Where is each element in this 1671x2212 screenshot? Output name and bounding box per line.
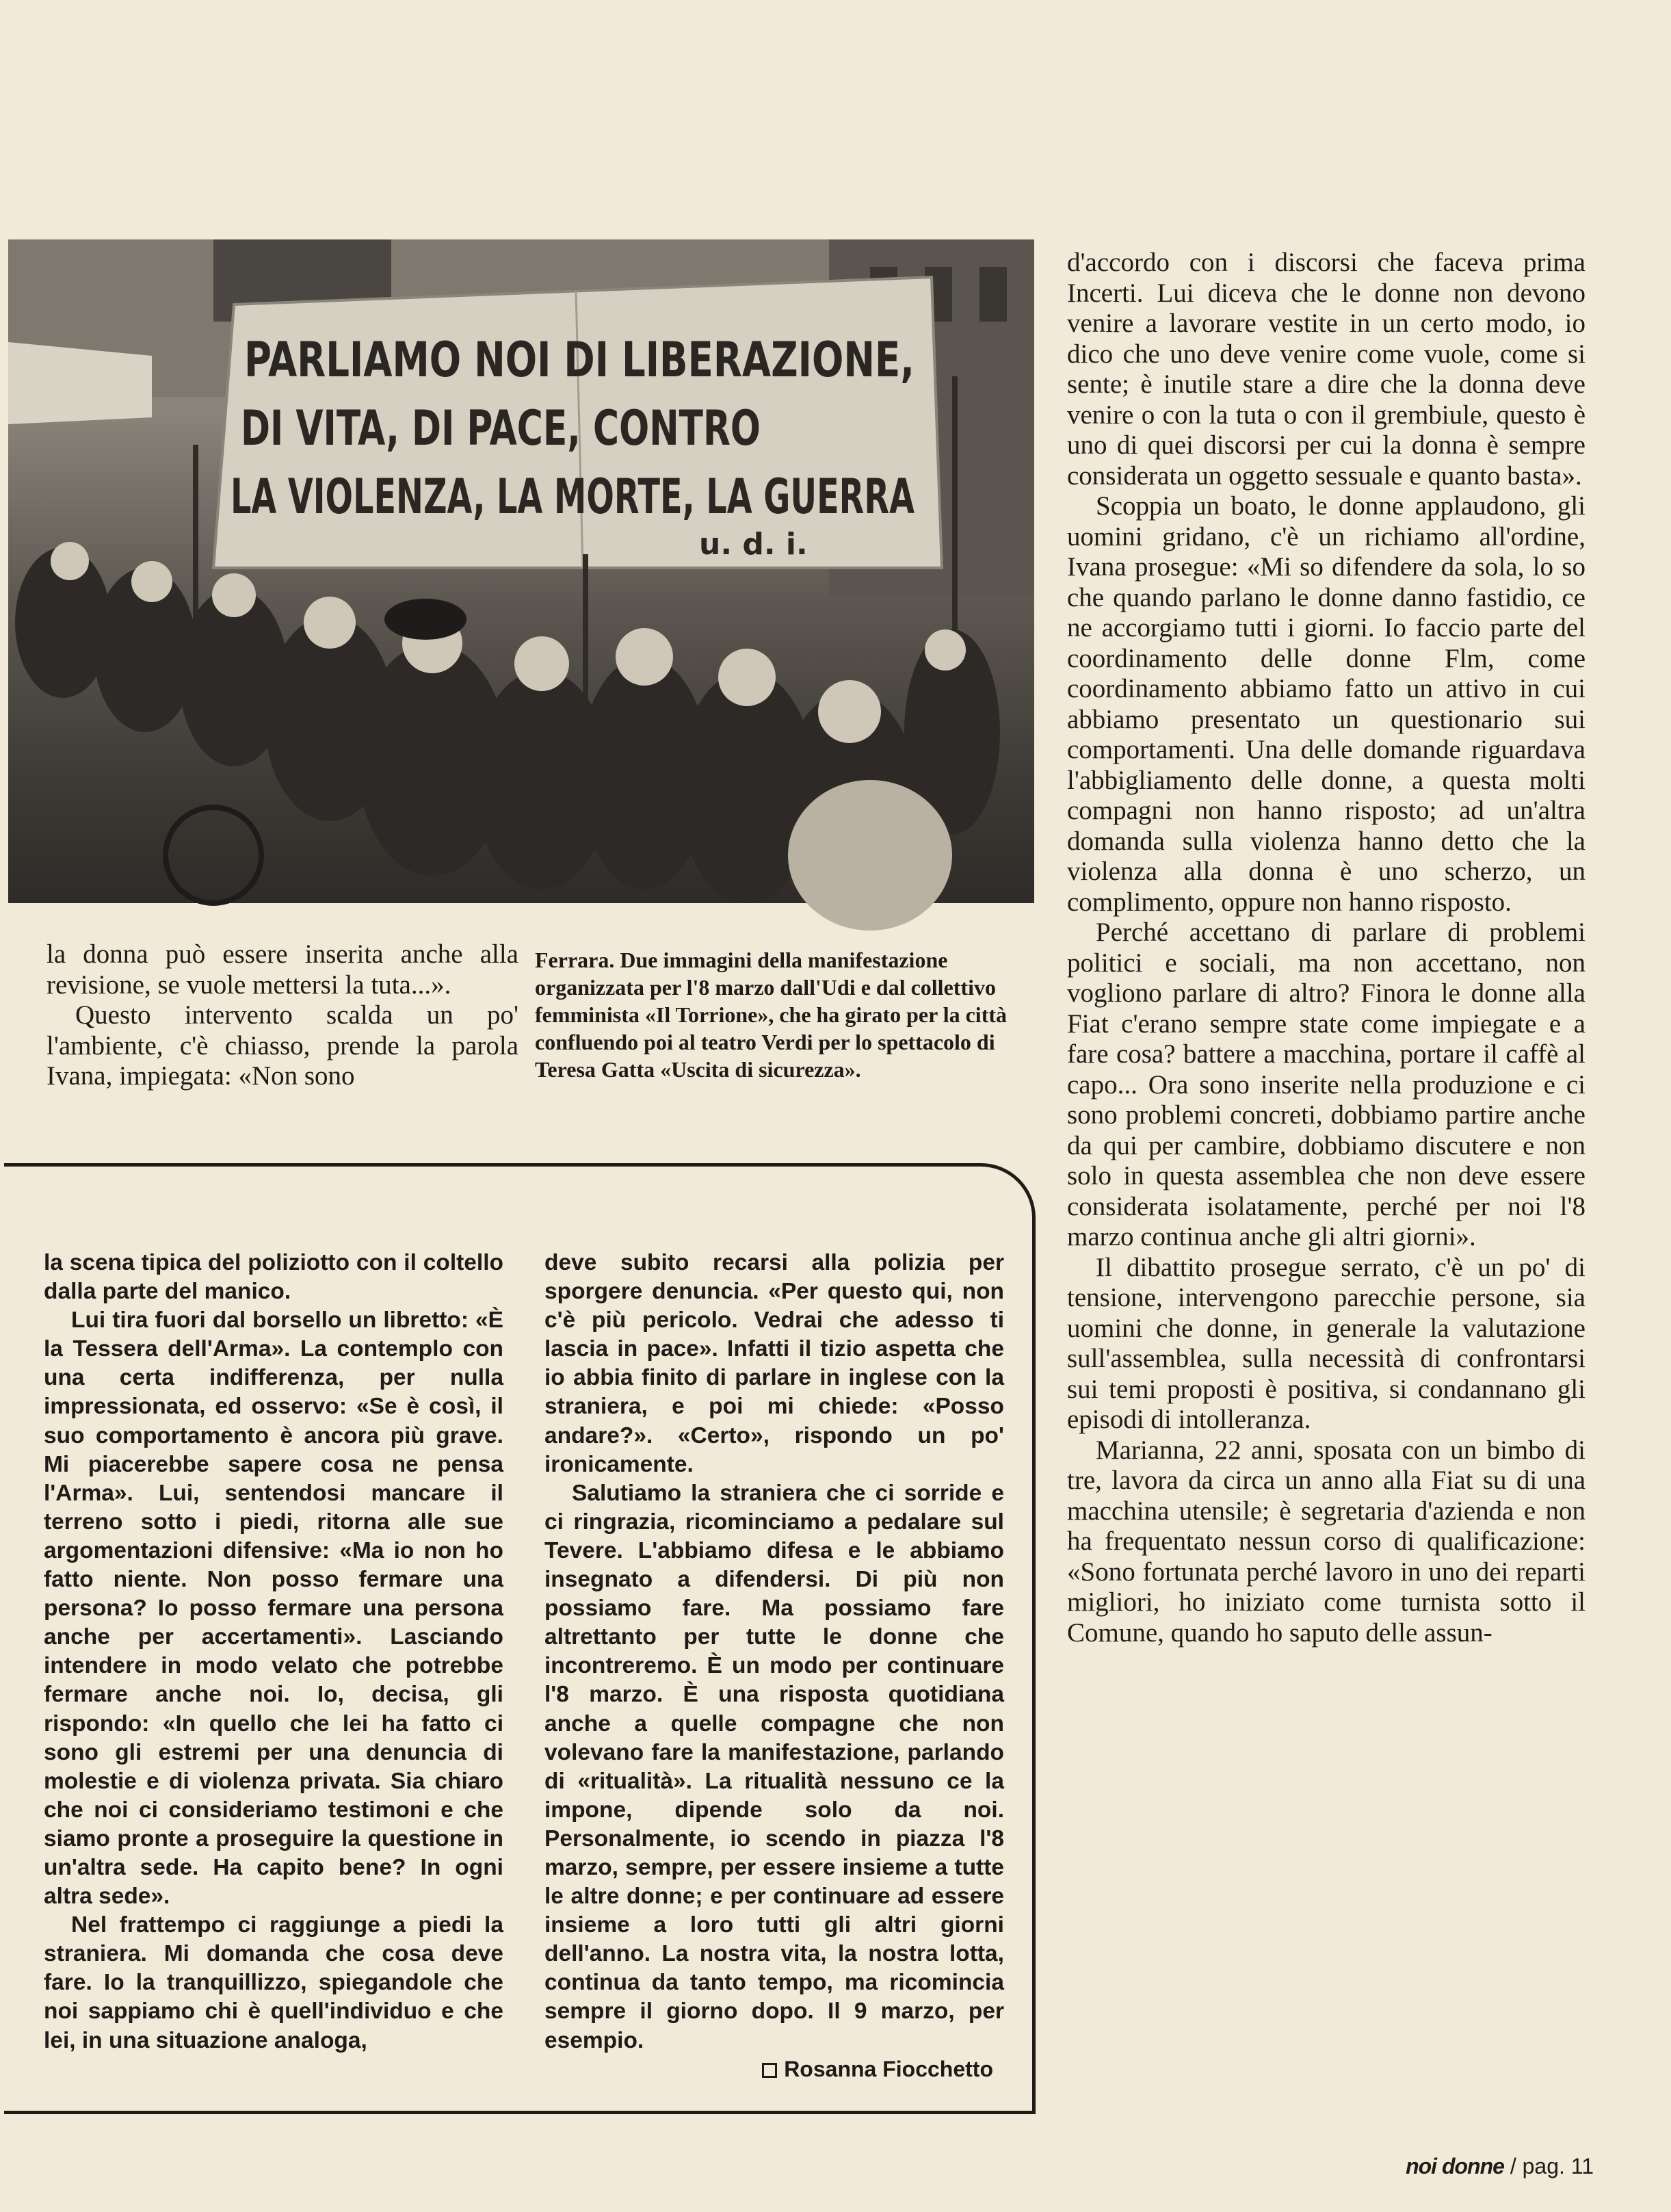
left-paragraph-2: Questo intervento scalda un po' l'ambiente, c'è chiasso, prende la parola Ivana, impiegata: «Non sono [47,1000,518,1091]
right-paragraph-2: Scoppia un boato, le donne applaudono, gli uomini gridano, c'è un richiamo all'ordine, Ivana prosegue: «Mi so difendere da sola, lo so che quando parlano le donne danno fastidio, ce ne accorgiamo tutti i giorni. Io faccio parte del coordinamento delle donne Flm, come coordinamento abbiamo fatto un attivo in cui abbiamo presentato un questionario sui comportamenti. Una delle domande riguardava l'abbigliamento delle donne, a questa molti compagni non hanno risposto; ad un'altra domanda sulla violenza hanno detto che la violenza alla donna è uno scherzo, un complimento, oppure non hanno risposto. [1067,491,1586,917]
author-name: Rosanna Fiocchetto [784,2057,993,2081]
box-right-paragraph-1: deve subito recarsi alla polizia per sporgere denuncia. «Per questo qui, non c'è più pericolo. Vedrai che adesso ti lascia in pace». Infatti il tizio aspetta che io abbia finito di parlare in inglese con la straniera, e poi mi chiede: «Posso andare?». «Certo», rispondo un po' ironicamente. [544,1250,1004,1477]
box-left-paragraph-2: Lui tira fuori dal borsello un libretto: «È la Tessera dell'Arma». La contemplo con una certa indifferenza, per nulla impressionata, ed osservo: «Se è così, il suo comportamento è ancora più grave. Mi piacerebbe sapere cosa ne pensa l'Arma». Lui, sentendosi mancare il terreno sotto i piedi, ritorna alle sue argomentazioni difensive: «Ma io non ho fatto niente. Non posso fermare una persona? Io posso fermare una persona anche per accertamenti». Lasciando intendere in modo velato che potrebbe fermare anche noi. Io, decisa, gli rispondo: «In quello che lei ha fatto ci sono gli estremi per una denuncia di molestie e di violenza privata. Sia chiaro che noi ci consideriamo testimoni e che siamo pronte a proseguire la questione in un'altra sede. Ha capito bene? In ogni altra sede». [44,1307,503,1910]
right-paragraph-5: Marianna, 22 anni, sposata con un bimbo di tre, lavora da circa un anno alla Fiat su di una macchina utensile; è segretaria d'azienda e non ha frequentato nessun corso di qualificazione: «Sono fortunata perché lavoro in uno dei reparti migliori, ho iniziato come turnista sotto il Comune, quando ho saputo delle assun- [1067,1435,1586,1648]
magazine-name: noi donne [1406,2154,1504,2178]
page-footer [1334,2154,1594,2179]
square-bullet-icon [762,2063,777,2078]
photo-caption: Ferrara. Due immagini della manifestazione organizzata per l'8 marzo dall'Udi e dal collettivo femminista «Il Torrione», che ha girato per la città confluendo poi al teatro Verdi per lo spettacolo di Teresa Gatta «Uscita di sicurezza». [535,948,1007,1082]
right-paragraph-4: Il dibattito prosegue serrato, c'è un po' di tensione, intervengono parecchie persone, sia uomini che donne, in generale la valutazione sull'assemblea, sulla necessità di confrontarsi sui temi proposti è positiva, si condannano gli episodi di intolleranza. [1067,1252,1586,1434]
right-paragraph-3: Perché accettano di parlare di problemi politici e sociali, ma non accettano, non vogliono parlare di altro? Finora le donne alla Fiat c'erano sempre state come impiegate e a fare cosa? battere a macchina, portare il caffè al capo... Ora sono inserite nella produzione e ci sono problemi concreti, dobbiamo partire anche da qui per cambire, dobbiamo discutere e non solo in questa assemblea che non deve essere considerata isolatamente, perché per noi l'8 marzo continua anche gli altri giorni». [1067,918,1586,1251]
box-left-paragraph-3: Nel frattempo ci raggiunge a piedi la straniera. Mi domanda che cosa deve fare. Io la tranquillizzo, spiegandole che noi sappiamo chi è quell'individuo e che lei, in una situazione analoga, [44,1912,503,2053]
demonstration-photo [8,239,1034,903]
footer-separator: / [1510,2154,1516,2178]
box-left-paragraph-1: la scena tipica del poliziotto con il coltello dalla parte del manico. [44,1250,503,1305]
banner-line-3: LA VIOLENZA, LA MORTE, LA GUERRA [231,469,915,525]
box-right-column [544,1249,1004,2055]
photo-illustration [8,239,1034,903]
left-column-text [47,939,518,1092]
side-banner [8,342,152,424]
page-number: pag. 11 [1522,2154,1594,2178]
banner-signature: u. d. i. [699,527,808,562]
box-left-column [44,1249,503,2055]
author-signature [544,2057,993,2082]
banner-line-2: DI VITA, DI PACE, CONTRO [241,400,761,456]
left-paragraph-1: la donna può essere inserita anche alla revisione, se vuole mettersi la tuta...». [47,939,518,1000]
right-column-text [1067,248,1586,1648]
banner-line-1: PARLIAMO NOI DI LIBERAZIONE, [244,332,915,388]
right-paragraph-1: d'accordo con i discorsi che faceva prima Incerti. Lui diceva che le donne non devono venire a lavorare vestite in un certo modo, io dico che uno deve venire come vuole, come si sente; è inutile stare a dire che la donna deve venire o con la tuta o con il grembiule, questo è uno di quei discorsi per cui la donna è sempre considerata un oggetto sessuale e quanto basta». [1067,248,1586,491]
box-right-paragraph-2: Salutiamo la straniera che ci sorride e ci ringrazia, ricominciamo a pedalare sul Tevere. L'abbiamo difesa e le abbiamo insegnato a difendersi. Di più non possiamo fare. Ma possiamo fare altrettanto per tutte le donne che incontreremo. È un modo per continuare l'8 marzo. È una risposta quotidiana anche a quelle compagne che non volevano fare la manifestazione, parlando di «ritualità». La ritualità nessuno ce la impone, dipende solo da noi. Personalmente, io scendo in piazza l'8 marzo, sempre, per essere insieme a tutte le altre donne; e per continuare ad essere insieme a loro tutti gli altri giorni dell'anno. La nostra vita, la nostra lotta, continua da tanto tempo, ma ricomincia sempre il giorno dopo. Il 9 marzo, per esempio. [544,1480,1004,2053]
